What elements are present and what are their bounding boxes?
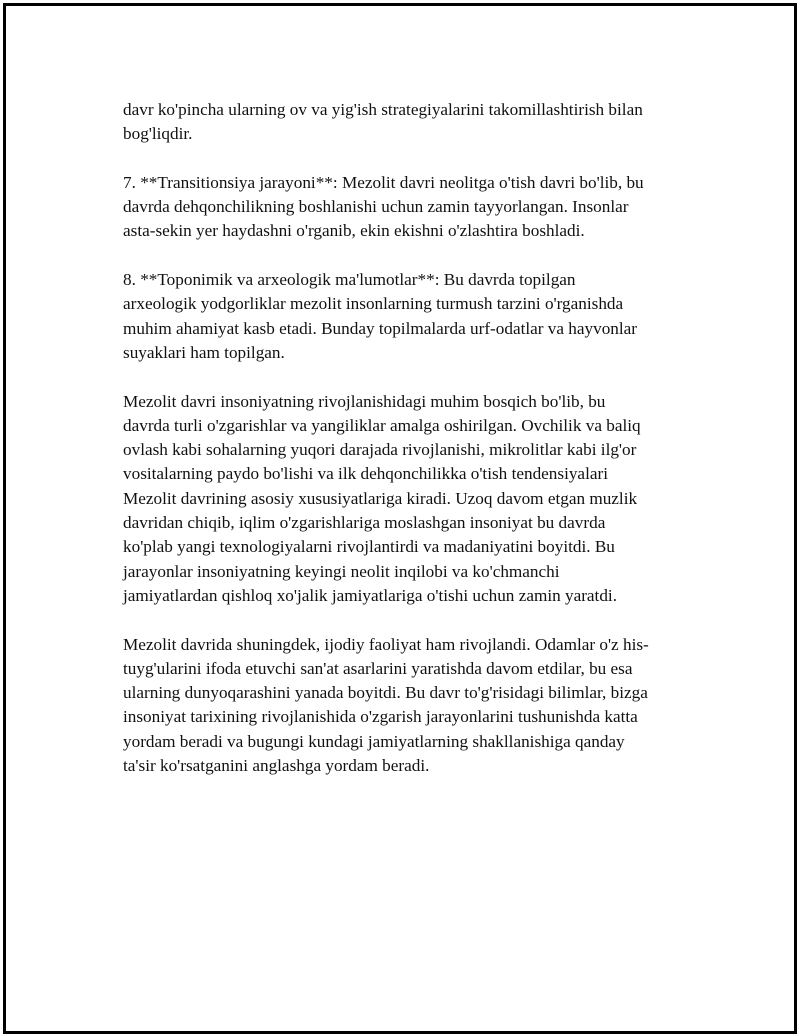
text-line: vositalarning paydo bo'lishi va ilk dehqonchilikka o'tish tendensiyalari [123, 464, 608, 484]
paragraph-conclusion [123, 633, 703, 779]
text-line: yordam beradi va bugungi kundagi jamiyatlarning shakllanishiga qanday [123, 731, 625, 751]
paragraph-item-7 [123, 171, 703, 244]
text-line: ovlash kabi sohalarning yuqori darajada rivojlanishi, mikrolitlar kabi ilg'or [123, 440, 637, 460]
text-line: bog'liqdir. [123, 124, 193, 144]
document-body [123, 98, 703, 803]
text-line: muhim ahamiyat kasb etadi. Bunday topilmalarda urf-odatlar va hayvonlar [123, 318, 638, 338]
text-line: tuyg'ularini ifoda etuvchi san'at asarlarini yaratishda davom etdilar, bu esa [123, 658, 633, 678]
text-line: ko'plab yangi texnologiyalarni rivojlantirdi va madaniyatini boyitdi. Bu [123, 537, 615, 557]
text-line: suyaklari ham topilgan. [123, 342, 285, 362]
text-line: ularning dunyoqarashini yanada boyitdi. Bu davr to'g'risidagi bilimlar, bizga [123, 683, 648, 703]
text-line: asta-sekin yer haydashni o'rganib, ekin ekishni o'zlashtira boshladi. [123, 221, 585, 241]
text-line: arxeologik yodgorliklar mezolit insonlarning turmush tarzini o'rganishda [123, 294, 624, 314]
paragraph-item-8 [123, 268, 703, 365]
text-line: Mezolit davri insoniyatning rivojlanishidagi muhim bosqich bo'lib, bu [123, 391, 606, 411]
text-line: jamiyatlardan qishloq xo'jalik jamiyatlariga o'tishi uchun zamin yaratdi. [123, 585, 617, 605]
text-line: jarayonlar insoniyatning keyingi neolit inqilobi va ko'chmanchi [123, 561, 560, 581]
paragraph-summary [123, 390, 703, 609]
text-line: Mezolit davrida shuningdek, ijodiy faoliyat ham rivojlandi. Odamlar o'z his- [123, 634, 649, 654]
text-line: davrda dehqonchilikning boshlanishi uchun zamin tayyorlangan. Insonlar [123, 197, 629, 217]
text-line: ta'sir ko'rsatganini anglashga yordam beradi. [123, 756, 430, 776]
text-line: davrda turli o'zgarishlar va yangiliklar amalga oshirilgan. Ovchilik va baliq [123, 415, 641, 435]
paragraph-continuation [123, 98, 703, 147]
text-line: davridan chiqib, iqlim o'zgarishlariga moslashgan insoniyat bu davrda [123, 513, 606, 533]
text-line: davr ko'pincha ularning ov va yig'ish strategiyalarini takomillashtirish bilan [123, 100, 643, 119]
text-line: insoniyat tarixining rivojlanishida o'zgarish jarayonlarini tushunishda katta [123, 707, 638, 727]
text-line: 7. **Transitionsiya jarayoni**: Mezolit davri neolitga o'tish davri bo'lib, bu [123, 172, 644, 192]
page-frame [3, 3, 797, 1034]
text-line: Mezolit davrining asosiy xususiyatlariga kiradi. Uzoq davom etgan muzlik [123, 488, 638, 508]
text-line: 8. **Toponimik va arxeologik ma'lumotlar**: Bu davrda topilgan [123, 270, 576, 290]
